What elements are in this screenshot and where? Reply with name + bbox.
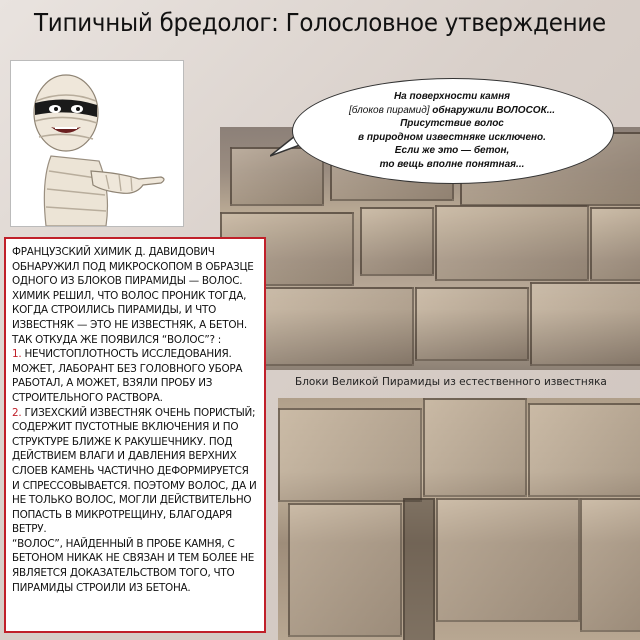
- bubble-line-rest: обнаружили ВОЛОСОК...: [429, 104, 556, 116]
- explanation-intro: ФРАНЦУЗСКИЙ ХИМИК Д. ДАВИДОВИЧ ОБНАРУЖИЛ ПОД МИКРОСКОПОМ В ОБРАЗЦЕ ОДНОГО ИЗ БЛОКОВ ПИРАМИДЫ — ВОЛОС. ХИМИК РЕШИЛ, ЧТО ВОЛОС ПРОНИК ТОГДА, КОГДА СТРОИЛИСЬ ПИРАМИДЫ, И ЧТО ИЗВЕСТНЯК — ЭТО НЕ ИЗВЕСТНЯК, А БЕТОН. ТАК ОТКУДА ЖЕ ПОЯВИЛСЯ “ВОЛОС”? :: [12, 246, 254, 346]
- mummy-icon: [11, 61, 183, 226]
- bubble-bracket-text: [блоков пирамид]: [348, 104, 430, 116]
- point-1-number: 1.: [12, 348, 22, 361]
- bubble-line: [312, 104, 592, 118]
- bubble-line: в природном известняке исключено.: [358, 131, 546, 143]
- bubble-line: Если же это — бетон,: [394, 145, 510, 156]
- explanation-conclusion: “ВОЛОС”, НАЙДЕННЫЙ В ПРОБЕ КАМНЯ, С БЕТОНОМ НИКАК НЕ СВЯЗАН И ТЕМ БОЛЕЕ НЕ ЯВЛЯЕТСЯ ДОКАЗАТЕЛЬСТВОМ ТОГО, ЧТО ПИРАМИДЫ СТРОИЛИ ИЗ БЕТОНА.: [12, 537, 255, 594]
- point-2-number: 2.: [12, 406, 22, 419]
- bubble-line: На поверхности камня: [393, 91, 511, 102]
- explanation-point-2: [12, 406, 258, 537]
- photo-caption: Блоки Великой Пирамиды из естественного известняка: [295, 376, 607, 388]
- page-title: Типичный бредолог: Голословное утверждение: [34, 8, 606, 37]
- point-1-text: НЕЧИСТОПЛОТНОСТЬ ИССЛЕДОВАНИЯ. МОЖЕТ, ЛАБОРАНТ БЕЗ ГОЛОВНОГО УБОРА РАБОТАЛ, А МОЖЕТ, ВЗЯЛИ ПРОБУ ИЗ СТРОИТЕЛЬНОГО РАСТВОРА.: [12, 348, 243, 404]
- pyramid-blocks-photo-bottom: [278, 398, 640, 640]
- bubble-line: Присутствие волос: [400, 118, 504, 129]
- point-2-text: ГИЗЕХСКИЙ ИЗВЕСТНЯК ОЧЕНЬ ПОРИСТЫЙ; СОДЕРЖИТ ПУСТОТНЫЕ ВКЛЮЧЕНИЯ И ПО СТРУКТУРЕ БЛИЖЕ К РАКУШЕЧНИКУ. ПОД ДЕЙСТВИЕМ ВЛАГИ И ДАВЛЕНИЯ ВЕРХНИХ СЛОЕВ КАМЕНЬ ЧАСТИЧНО ДЕФОРМИРУЕТСЯ И СПРЕССОВЫВАЕТСЯ. ПОЭТОМУ ВОЛОС, ДА И НЕ ТОЛЬКО ВОЛОС, МОГЛИ ДЕЙСТВИТЕЛЬНО ПОПАСТЬ В МИКРОТРЕЩИНУ, БЛАГОДАРЯ ВЕТРУ.: [12, 406, 257, 536]
- mummy-illustration: [10, 60, 184, 227]
- bubble-line: то вещь вполне понятная...: [379, 158, 525, 170]
- explanation-point-1: [12, 347, 258, 405]
- explanation-text-box: [4, 237, 266, 633]
- speech-bubble-text: [312, 90, 592, 171]
